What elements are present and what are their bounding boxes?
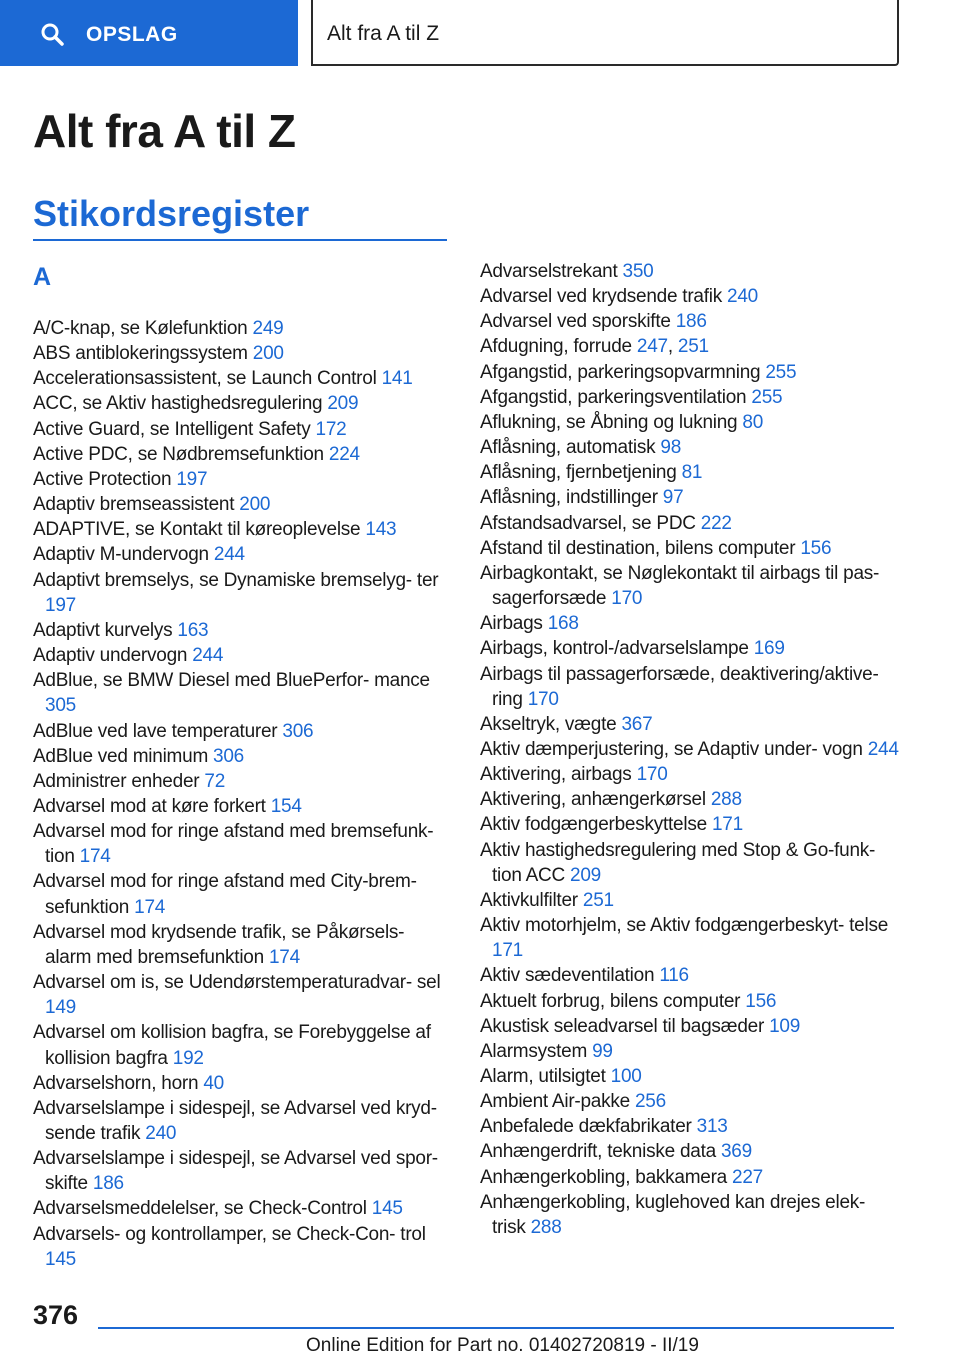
breadcrumb: Alt fra A til Z xyxy=(327,22,440,45)
index-entry-term: Aktivering, anhængerkørsel xyxy=(480,789,711,811)
index-entry-term: Afstand til destination, bilens computer xyxy=(480,537,801,559)
index-entry-term: Afgangstid, parkeringsventilation xyxy=(480,386,752,408)
index-column-right xyxy=(480,259,900,1240)
index-entry xyxy=(33,442,453,467)
index-entry xyxy=(480,963,900,988)
index-entry xyxy=(480,611,900,636)
page-link[interactable]: 209 xyxy=(327,393,359,415)
index-entry-term: Aflåsning, fjernbetjening xyxy=(480,462,682,484)
page-link[interactable]: 154 xyxy=(270,795,302,817)
index-entry xyxy=(33,869,453,919)
index-entry xyxy=(480,712,900,737)
index-entry xyxy=(33,391,453,416)
page-link[interactable]: 163 xyxy=(177,619,209,641)
page-link[interactable]: 169 xyxy=(753,638,785,660)
index-entry-term: Advarsel mod for ringe afstand med bremsefunk‐ tion xyxy=(33,821,434,868)
index-entry xyxy=(480,989,900,1014)
index-entry xyxy=(480,737,900,762)
page-title: Alt fra A til Z xyxy=(33,105,296,157)
index-entry-term: Aktuelt forbrug, bilens computer xyxy=(480,990,746,1012)
index-entry-term: Aktiv sædeventilation xyxy=(480,965,660,987)
page-link[interactable]: 141 xyxy=(381,368,413,390)
index-entry-term: ADAPTIVE, se Kontakt til køreoplevelse xyxy=(33,519,366,541)
page-link[interactable]: 80 xyxy=(742,411,764,433)
index-entry xyxy=(480,410,900,435)
index-entry xyxy=(480,913,900,963)
page-link[interactable]: 186 xyxy=(675,311,707,333)
index-entry xyxy=(480,561,900,611)
page-link[interactable]: 145 xyxy=(371,1198,403,1220)
index-entry-term: Active PDC, se Nødbremsefunktion xyxy=(33,443,329,465)
index-entry-term: Akseltryk, vægte xyxy=(480,713,622,735)
index-entry xyxy=(33,744,453,769)
index-entry xyxy=(33,719,453,744)
page-link[interactable]: 247 xyxy=(636,336,668,358)
index-entry-term: Anhængerdrift, tekniske data xyxy=(480,1141,721,1163)
index-entry-term: Aktivkulfilter xyxy=(480,889,583,911)
page-link[interactable]: 172 xyxy=(315,418,347,440)
index-entry xyxy=(480,1014,900,1039)
index-entry xyxy=(33,920,453,970)
index-entry xyxy=(33,1196,453,1221)
index-entry xyxy=(480,385,900,410)
index-entry xyxy=(33,769,453,794)
footer-edition-text: Online Edition for Part no. 01402720819 - II/19 xyxy=(306,1335,699,1356)
index-entry-term: Advarsels- og kontrollamper, se Check-Con‐ trol xyxy=(33,1223,426,1245)
page-link[interactable]: 171 xyxy=(711,814,743,836)
page-link[interactable]: 174 xyxy=(79,846,111,868)
index-entry xyxy=(480,309,900,334)
index-entry-term: Adaptivt kurvelys xyxy=(33,619,178,641)
page-link[interactable]: 171 xyxy=(492,940,523,962)
index-entry-term: Advarselslampe i sidespejl, se Advarsel ved spor‐ skifte xyxy=(33,1148,438,1195)
index-entry xyxy=(33,1146,453,1196)
index-entry xyxy=(480,1190,900,1240)
index-entry-term: Alarm, utilsigtet xyxy=(480,1066,611,1087)
top-bar xyxy=(0,0,960,66)
index-entry-term: AdBlue, se BMW Diesel med BluePerfor‐ mance xyxy=(33,670,430,692)
index-entry xyxy=(33,417,453,442)
index-entry xyxy=(480,1064,900,1089)
index-entry-term: Advarsel om is, se Udendørstemperaturadvar‐ sel xyxy=(33,972,441,994)
index-entry xyxy=(480,1039,900,1064)
index-column-left xyxy=(33,262,453,1272)
page-link[interactable]: 200 xyxy=(239,494,271,516)
index-entry-term: Aflåsning, indstillinger xyxy=(480,487,663,509)
index-entry xyxy=(33,794,453,819)
index-entry-term: Adaptiv M-undervogn xyxy=(33,544,214,566)
index-entry xyxy=(480,1089,900,1114)
index-entry xyxy=(480,259,900,284)
index-entry-term: Advarselstrekant xyxy=(480,261,623,282)
page-link[interactable]: 350 xyxy=(622,261,654,282)
page-link[interactable]: 305 xyxy=(45,695,76,717)
index-entry-term: Advarselsmeddelelser, se Check-Control xyxy=(33,1198,372,1220)
index-entry xyxy=(480,485,900,510)
page-link[interactable]: 98 xyxy=(660,437,682,459)
page-link[interactable]: 251 xyxy=(677,336,709,358)
page-link[interactable]: 197 xyxy=(45,594,76,616)
page-link[interactable]: 186 xyxy=(92,1173,124,1195)
page-link[interactable]: 240 xyxy=(727,286,758,308)
index-entry xyxy=(33,1096,453,1146)
index-entry-term: Akustisk seleadvarsel til bagsæder xyxy=(480,1015,770,1037)
index-entry-term: Afgangstid, parkeringsopvarmning xyxy=(480,361,766,383)
index-entry xyxy=(480,787,900,812)
index-entry-term: Aflåsning, automatisk xyxy=(480,437,661,459)
index-entry xyxy=(33,341,453,366)
index-entry-term: Anhængerkobling, bakkamera xyxy=(480,1166,733,1188)
page-link[interactable]: 255 xyxy=(765,361,797,383)
page-link[interactable]: 170 xyxy=(636,764,668,786)
index-entry xyxy=(480,812,900,837)
index-entry xyxy=(33,970,453,1020)
index-entry xyxy=(33,467,453,492)
index-entry xyxy=(33,668,453,718)
page-link[interactable]: 170 xyxy=(527,688,559,710)
page-link[interactable]: 227 xyxy=(732,1166,763,1188)
index-entry-term: Afdugning, forrude xyxy=(480,336,637,358)
index-entry xyxy=(33,1020,453,1070)
index-entry-term: ABS antiblokeringssystem xyxy=(33,343,253,365)
index-entry-term: Afstandsadvarsel, se PDC xyxy=(480,512,701,534)
index-entry-term: Active Guard, se Intelligent Safety xyxy=(33,418,316,440)
index-entry xyxy=(33,542,453,567)
index-entry-term: Aktiv motorhjelm, se Aktiv fodgængerbeskyt‐ telse xyxy=(480,915,889,937)
index-entry xyxy=(33,492,453,517)
index-entry-term: Airbags, kontrol-/advarselslampe xyxy=(480,638,754,660)
index-entry-term: A/C-knap, se Kølefunktion xyxy=(33,318,253,339)
index-entry-term: Airbags xyxy=(480,613,548,635)
page-link[interactable]: 40 xyxy=(203,1072,224,1094)
page-link[interactable]: 306 xyxy=(282,720,314,742)
index-entry xyxy=(480,460,900,485)
index-entry xyxy=(480,1114,900,1139)
index-entry-term: Administrer enheder xyxy=(33,770,205,792)
index-entry xyxy=(480,360,900,385)
page-link[interactable]: 81 xyxy=(681,462,703,484)
page-link[interactable]: 255 xyxy=(751,386,783,408)
page-link[interactable]: 313 xyxy=(696,1116,728,1138)
index-entry-term: AdBlue ved minimum xyxy=(33,745,214,767)
index-entry xyxy=(33,1071,453,1096)
index-letter-heading: A xyxy=(33,263,52,291)
page-link[interactable]: 72 xyxy=(204,770,226,792)
index-entry-term: Adaptiv undervogn xyxy=(33,645,193,667)
search-tab[interactable] xyxy=(0,0,298,66)
index-entry-term: Airbagkontakt, se Nøglekontakt til airbags til pas‐ sagerforsæde xyxy=(480,562,880,610)
page-link[interactable]: 244 xyxy=(867,738,899,760)
index-entry-term: Active Protection xyxy=(33,468,177,490)
page-link[interactable]: 288 xyxy=(530,1216,562,1238)
page-link[interactable]: 145 xyxy=(45,1248,76,1270)
page-link[interactable]: 369 xyxy=(720,1141,752,1163)
footer-divider xyxy=(98,1327,894,1329)
index-entry xyxy=(480,1139,900,1164)
index-entry xyxy=(480,636,900,661)
page-link[interactable]: 143 xyxy=(365,519,397,541)
page-link[interactable]: 156 xyxy=(800,537,832,559)
page-link[interactable]: 249 xyxy=(252,318,284,339)
page-link[interactable]: 244 xyxy=(192,645,224,667)
index-entry xyxy=(480,1165,900,1190)
index-entry xyxy=(33,568,453,618)
index-entry-term: Advarsel ved sporskifte xyxy=(480,311,676,333)
index-entry xyxy=(480,838,900,888)
page-number: 376 xyxy=(33,1300,79,1330)
page-link[interactable]: 100 xyxy=(610,1066,642,1087)
page-link[interactable]: 174 xyxy=(268,946,300,968)
index-entry-term: Aktiv hastighedsregulering med Stop & Go-funk‐ tion ACC xyxy=(480,839,876,886)
index-entry xyxy=(33,618,453,643)
index-entry-term: Accelerationsassistent, se Launch Control xyxy=(33,368,382,390)
index-entry-term: Aktiv fodgængerbeskyttelse xyxy=(480,814,712,836)
index-entry-term: Aktivering, airbags xyxy=(480,764,637,786)
index-entry xyxy=(480,511,900,536)
page-link[interactable]: 222 xyxy=(700,512,732,534)
index-entry-term: Anhængerkobling, kuglehoved kan drejes elek‐ trisk xyxy=(480,1191,866,1238)
page-link[interactable]: 197 xyxy=(176,468,208,490)
index-entry xyxy=(480,536,900,561)
page-link[interactable]: 256 xyxy=(634,1091,666,1113)
index-entry xyxy=(33,517,453,542)
page-link[interactable]: 192 xyxy=(172,1047,204,1069)
index-entry xyxy=(33,643,453,668)
page-link[interactable]: 168 xyxy=(547,613,579,635)
index-entry xyxy=(480,888,900,913)
breadcrumb-tab[interactable] xyxy=(311,0,899,66)
index-entry-term: Aflukning, se Åbning og lukning xyxy=(480,411,743,433)
index-entry xyxy=(480,662,900,712)
index-entry xyxy=(480,762,900,787)
page-link[interactable]: 367 xyxy=(621,713,653,735)
index-entry-term: ACC, se Aktiv hastighedsregulering xyxy=(33,393,328,415)
index-entry xyxy=(33,316,453,341)
index-entry-term: Airbags til passagerforsæde, deaktivering/aktive‐ ring xyxy=(480,663,879,710)
index-entry-term: Aktiv dæmperjustering, se Adaptiv under‐ vogn xyxy=(480,738,868,760)
page-link[interactable]: 116 xyxy=(659,965,689,987)
page-link[interactable]: 306 xyxy=(213,745,244,767)
section-divider xyxy=(33,239,447,241)
index-entry-term: Adaptiv bremseassistent xyxy=(33,494,240,516)
page-link[interactable]: 240 xyxy=(145,1123,177,1144)
page-link[interactable]: 209 xyxy=(570,864,601,886)
index-entry-term: Advarsel mod krydsende trafik, se Påkørsels‐ alarm med bremsefunktion xyxy=(33,921,405,968)
page-link[interactable]: 288 xyxy=(710,789,742,811)
index-entry-term: Anbefalede dækfabrikater xyxy=(480,1116,697,1138)
page-link[interactable]: 251 xyxy=(582,889,614,911)
page-link[interactable]: 149 xyxy=(45,997,76,1019)
index-entry-term: AdBlue ved lave temperaturer xyxy=(33,720,283,742)
page-link[interactable]: 244 xyxy=(213,544,245,566)
index-entry-term: Advarsel ved krydsende trafik xyxy=(480,286,728,308)
index-entry-term: Advarsel om kollision bagfra, se Forebyggelse af kollision bagfra xyxy=(33,1022,431,1069)
search-icon xyxy=(40,22,64,46)
index-entry-term: Advarsel mod for ringe afstand med City-brem‐ sefunktion xyxy=(33,871,417,918)
page-link[interactable]: 99 xyxy=(592,1040,613,1062)
index-entry-term: Adaptivt bremselys, se Dynamiske bremselyg‐ ter xyxy=(33,569,439,591)
page-link[interactable]: 97 xyxy=(662,487,684,509)
page-link[interactable]: 224 xyxy=(328,443,360,465)
index-entry-term: Advarselslampe i sidespejl, se Advarsel ved kryd‐ sende trafik xyxy=(33,1097,437,1144)
index-entry xyxy=(33,819,453,869)
page-link[interactable]: 174 xyxy=(134,896,166,918)
index-entry: Afdugning, forrude 247, 251 xyxy=(480,336,709,358)
index-entry-term: Advarselshorn, horn xyxy=(33,1072,204,1094)
search-tab-label: OPSLAG xyxy=(86,23,178,46)
index-entry xyxy=(480,435,900,460)
index-entry xyxy=(33,1222,453,1272)
index-entry xyxy=(33,366,453,391)
index-entry-term: Advarsel mod at køre forkert xyxy=(33,795,271,817)
index-entry-term: Alarmsystem xyxy=(480,1040,593,1062)
index-entry xyxy=(480,284,900,309)
section-title: Stikordsregister xyxy=(33,193,310,234)
page-link[interactable]: 156 xyxy=(745,990,777,1012)
page-link[interactable]: 200 xyxy=(252,343,284,365)
page-link[interactable]: 109 xyxy=(769,1015,801,1037)
page-link[interactable]: 170 xyxy=(611,588,643,610)
index-entry-term: Ambient Air-pakke xyxy=(480,1091,635,1113)
